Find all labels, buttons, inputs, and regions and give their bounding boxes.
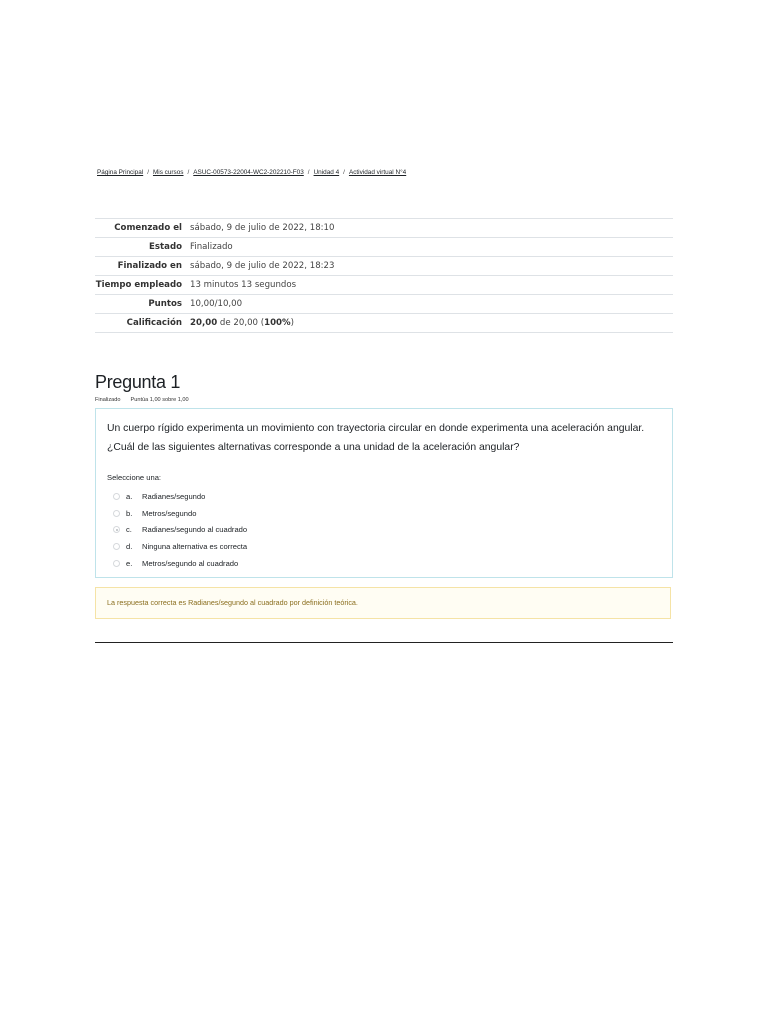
breadcrumb-separator: / [343, 169, 345, 176]
breadcrumb-separator: / [147, 169, 149, 176]
summary-value: sábado, 9 de julio de 2022, 18:10 [190, 223, 335, 233]
grade-close: ) [290, 318, 295, 328]
grade-value [186, 314, 673, 333]
answer-label: Radianes/segundo [142, 491, 206, 501]
breadcrumb-my-courses-link[interactable]: Mis cursos [152, 169, 184, 176]
breadcrumb-separator: / [187, 169, 190, 176]
answer-label: Metros/segundo [142, 508, 197, 518]
summary-label: Puntos [148, 299, 182, 309]
question-mark: Puntúa 1,00 sobre 1,00 [130, 397, 189, 403]
question-info [95, 397, 189, 403]
correct-answer-feedback [95, 587, 671, 619]
question-title: Pregunta 1 [95, 372, 181, 392]
summary-row-time-taken [95, 276, 673, 295]
summary-value: 13 minutos 13 segundos [190, 280, 297, 290]
feedback-text: La respuesta correcta es Radianes/segundo al cuadrado por definición teórica. [107, 598, 358, 607]
radio-icon[interactable] [113, 560, 120, 567]
answer-label: Radianes/segundo al cuadrado [142, 525, 248, 535]
summary-label: Finalizado en [117, 261, 182, 271]
question-text: Un cuerpo rígido experimenta un movimiento con trayectoria circular en donde experimenta una aceleración angular. ¿Cuál de las siguientes alternativas corresponde a una unidad de la aceleración angular? [107, 423, 645, 453]
summary-row-finished [95, 257, 673, 276]
summary-label: Tiempo empleado [95, 280, 182, 290]
question-state: Finalizado [95, 397, 121, 403]
summary-row-started [95, 219, 673, 238]
breadcrumb-course-link[interactable]: ASUC-00573-22004-WC2-202210-F03 [193, 169, 304, 176]
answer-option-b[interactable] [113, 505, 247, 522]
question-content-box [95, 408, 673, 578]
summary-row-marks [95, 295, 673, 314]
radio-icon[interactable] [113, 510, 120, 517]
radio-icon[interactable] [113, 493, 120, 500]
breadcrumb-separator: / [307, 169, 310, 176]
answer-list [113, 488, 247, 571]
answer-letter: c. [126, 525, 132, 535]
summary-row-grade [95, 314, 673, 333]
breadcrumb-unit-link[interactable]: Unidad 4 [313, 169, 340, 176]
breadcrumb [97, 169, 406, 176]
answer-label: Ninguna alternativa es correcta [142, 541, 248, 551]
answer-prompt: Seleccione una: [107, 473, 162, 482]
breadcrumb-activity-link[interactable]: Actividad virtual N°4 [348, 169, 407, 176]
grade-of-text: de 20,00 ( [219, 318, 265, 328]
answer-option-c[interactable] [113, 521, 247, 538]
answer-label: Metros/segundo al cuadrado [142, 558, 239, 568]
radio-icon[interactable] [113, 543, 120, 550]
answer-letter: b. [126, 508, 133, 518]
summary-row-state [95, 238, 673, 257]
radio-checked-icon[interactable] [113, 526, 120, 533]
summary-label: Comenzado el [114, 223, 182, 233]
answer-letter: a. [126, 491, 133, 501]
grade-percent: 100% [264, 318, 291, 328]
summary-value: sábado, 9 de julio de 2022, 18:23 [190, 261, 335, 271]
answer-option-d[interactable] [113, 538, 247, 555]
breadcrumb-home-link[interactable]: Página Principal [97, 169, 144, 176]
answer-letter: e. [126, 558, 133, 568]
summary-label: Calificación [126, 318, 182, 328]
answer-option-a[interactable] [113, 488, 247, 505]
attempt-summary-table [95, 218, 673, 333]
summary-value: Finalizado [190, 242, 233, 252]
summary-label: Estado [149, 242, 182, 252]
answer-option-e[interactable] [113, 555, 247, 572]
summary-value: 10,00/10,00 [190, 299, 243, 309]
answer-letter: d. [126, 541, 133, 551]
grade-score: 20,00 [190, 318, 218, 328]
divider [95, 642, 673, 643]
